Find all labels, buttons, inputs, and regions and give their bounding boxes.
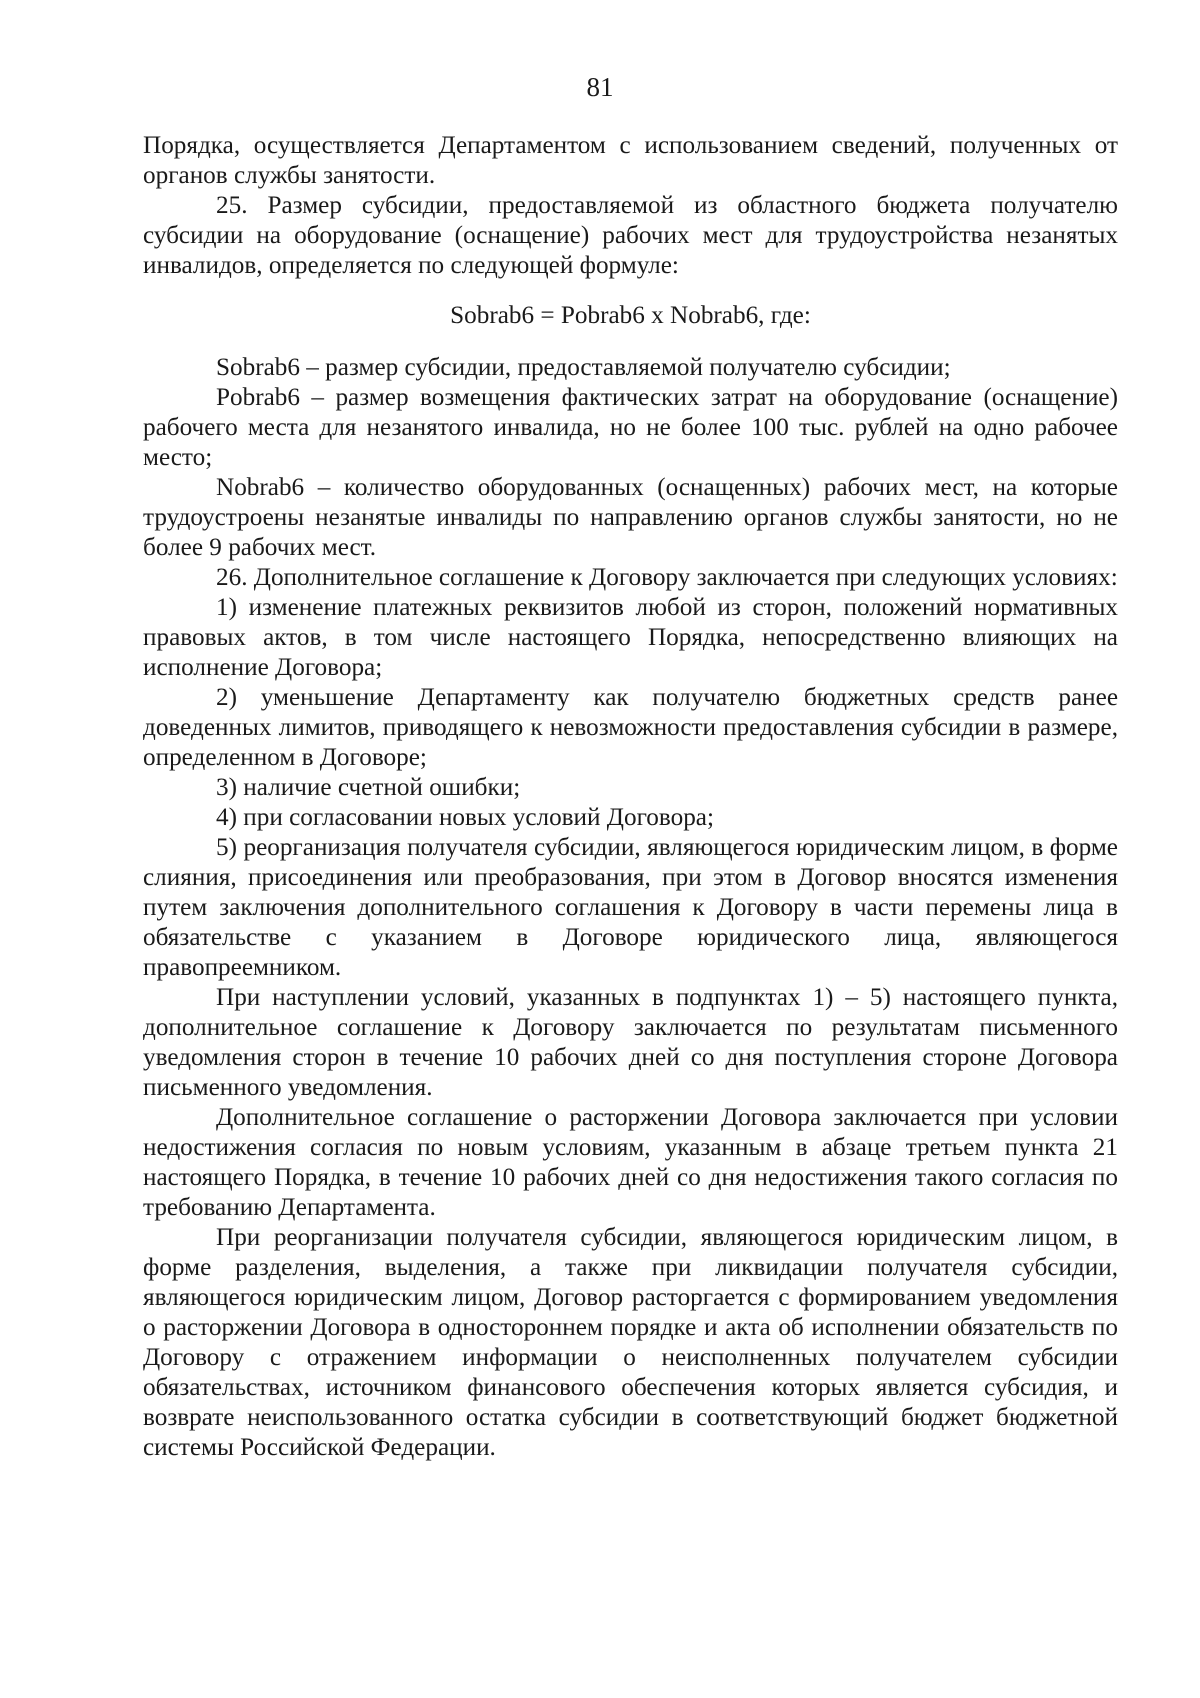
paragraph-reorganization: При реорганизации получателя субсидии, являющегося юридическим лицом, в форме разделения, выделения, а также при ликвидации получателя субсидии, являющегося юридическим лицом, Договор расторгается с формированием уведомления о расторжении Договора в одностороннем порядке и акта об исполнении обязательств по Договору с отражением информации о неисполненных получателем субсидии обязательствах, источником финансового обеспечения которых является субсидия, и возврате неиспользованного остатка субсидии в соответствующий бюджет бюджетной системы Российской Федерации. — [143, 1224, 1118, 1461]
list-item-1: 1) изменение платежных реквизитов любой из сторон, положений нормативных правовых актов, в том числе настоящего Порядка, непосредственно влияющих на исполнение Договора; — [143, 594, 1118, 681]
list-item-3: 3) наличие счетной ошибки; — [216, 774, 521, 801]
definition-nobrab6: Nobrab6 – количество оборудованных (оснащенных) рабочих мест, на которые трудоустроены незанятые инвалиды по направлению органов службы занятости, но не более 9 рабочих мест. — [143, 474, 1118, 561]
paragraph-conditions-occurrence: При наступлении условий, указанных в подпунктах 1) – 5) настоящего пункта, дополнительное соглашение к Договору заключается по результатам письменного уведомления сторон в течение 10 рабочих дней со дня поступления стороне Договора письменного уведомления. — [143, 984, 1118, 1101]
formula: Sobrab6 = Pobrab6 x Nobrab6, где: — [450, 302, 811, 329]
paragraph-termination-agreement: Дополнительное соглашение о расторжении Договора заключается при условии недостижения согласия по новым условиям, указанным в абзаце третьем пункта 21 настоящего Порядка, в течение 10 рабочих дней со дня недостижения такого согласия по требованию Департамента. — [143, 1104, 1118, 1221]
page-number: 81 — [586, 72, 614, 102]
list-item-5: 5) реорганизация получателя субсидии, являющегося юридическим лицом, в форме слияния, присоединения или преобразования, при этом в Договор вносятся изменения путем заключения дополнительного соглашения к Договору в части перемены лица в обязательстве с указанием в Договоре юридического лица, являющегося правопреемником. — [143, 834, 1118, 981]
paragraph-clause-26: 26. Дополнительное соглашение к Договору заключается при следующих условиях: — [216, 564, 1118, 591]
document-body — [143, 131, 1118, 1463]
paragraph-clause-25: 25. Размер субсидии, предоставляемой из областного бюджета получателю субсидии на оборудование (оснащение) рабочих мест для трудоустройства незанятых инвалидов, определяется по следующей формуле: — [143, 192, 1118, 279]
list-item-4: 4) при согласовании новых условий Договора; — [216, 804, 714, 831]
definition-sobrab6: Sobrab6 – размер субсидии, предоставляемой получателю субсидии; — [216, 354, 951, 381]
list-item-2: 2) уменьшение Департаменту как получателю бюджетных средств ранее доведенных лимитов, приводящего к невозможности предоставления субсидии в размере, определенном в Договоре; — [143, 684, 1118, 771]
definition-pobrab6: Pobrab6 – размер возмещения фактических затрат на оборудование (оснащение) рабочего места для незанятого инвалида, но не более 100 тыс. рублей на одно рабочее место; — [143, 384, 1118, 471]
paragraph-continuation: Порядка, осуществляется Департаментом с использованием сведений, полученных от органов службы занятости. — [143, 132, 1118, 189]
